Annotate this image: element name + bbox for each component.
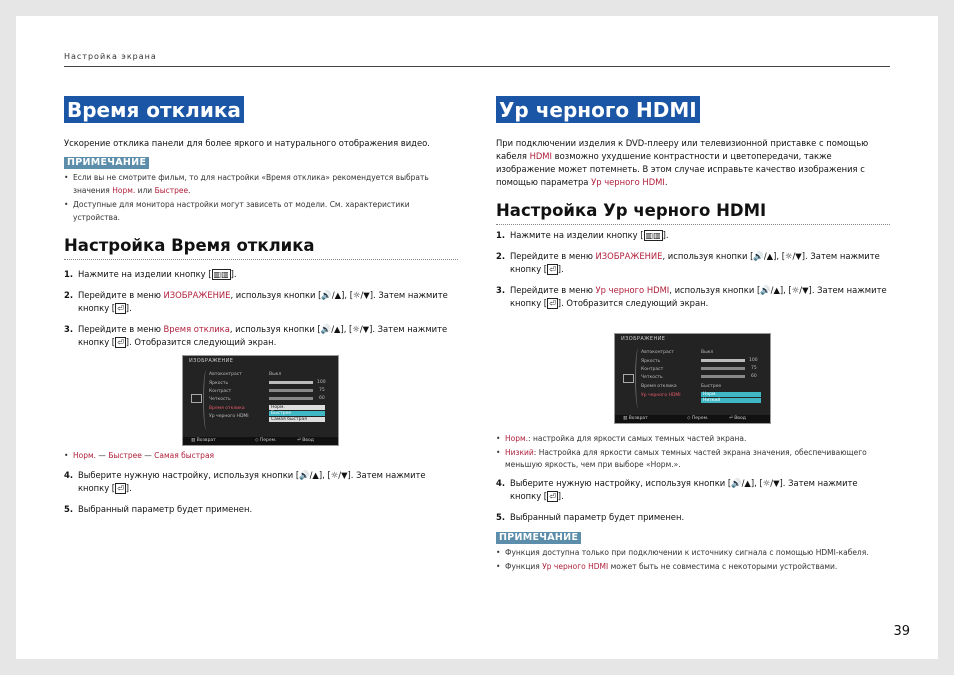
right-step-3: 3. Перейдите в меню Ур черного HDMI, используя кнопки [🔊/▲], [☼/▼]. Затем нажмите кнопку [ ⏎ ]. Отобразится следующий экран. bbox=[496, 284, 887, 308]
picture-icon bbox=[191, 394, 202, 403]
menu-button-icon: ▥▥ bbox=[213, 270, 229, 279]
manual-page bbox=[16, 16, 938, 659]
left-step-2: 2. Перейдите в меню ИЗОБРАЖЕНИЕ, используя кнопки [🔊/▲], [☼/▼]. Затем нажмите кнопку [ ⏎ ]. bbox=[64, 289, 448, 313]
right-note-2: • Функция Ур черного HDMI может быть не совместима с некоторыми устройствами. bbox=[496, 561, 890, 574]
right-bullet-1: • Норм.: настройка для яркости самых темных частей экрана. bbox=[496, 433, 890, 446]
right-bullet-2: • Низкий: Настройка для яркости самых темных частей экрана значения, обеспечивающего меньшую яркость, чем при выборе «Норм.». bbox=[496, 447, 890, 472]
note-badge: ПРИМЕЧАНИЕ bbox=[496, 532, 581, 544]
enter-button-icon: ⏎ bbox=[117, 484, 124, 493]
note-badge: ПРИМЕЧАНИЕ bbox=[64, 157, 149, 169]
right-step-5: 5. Выбранный параметр будет применен. bbox=[496, 511, 685, 522]
left-step-3: 3. Перейдите в меню Время отклика, используя кнопки [🔊/▲], [☼/▼]. Затем нажмите кнопку [ ⏎ ]. Отобразится следующий экран. bbox=[64, 323, 448, 347]
left-note-2: • Доступные для монитора настройки могут зависеть от модели. См. характеристики устройства. bbox=[64, 199, 458, 224]
right-step-2: 2. Перейдите в меню ИЗОБРАЖЕНИЕ, используя кнопки [🔊/▲], [☼/▼]. Затем нажмите кнопку [ ⏎ ]. bbox=[496, 250, 880, 274]
right-note-1: • Функция доступна только при подключении к источнику сигнала с помощью HDMI-кабеля. bbox=[496, 547, 890, 560]
picture-icon bbox=[623, 374, 634, 383]
right-column-bottom bbox=[496, 433, 890, 573]
enter-button-icon: ⏎ bbox=[549, 265, 556, 274]
right-step-4: 4. Выберите нужную настройку, используя кнопки [🔊/▲], [☼/▼]. Затем нажмите кнопку [ ⏎ ]. bbox=[496, 477, 858, 501]
enter-button-icon: ⏎ bbox=[117, 304, 124, 313]
page-number: 39 bbox=[893, 624, 910, 639]
menu-button-icon: ▥▥ bbox=[645, 231, 661, 240]
left-column-bottom bbox=[64, 450, 458, 516]
left-step-4: 4. Выберите нужную настройку, используя кнопки [🔊/▲], [☼/▼]. Затем нажмите кнопку [ ⏎ ]. bbox=[64, 469, 426, 493]
right-subtitle: Настройка Ур черного HDMI bbox=[496, 201, 890, 225]
section-header: Настройка экрана bbox=[64, 52, 157, 61]
right-title: Ур черного HDMI bbox=[496, 96, 700, 123]
left-column bbox=[64, 96, 458, 350]
left-note-1: • Если вы не смотрите фильм, то для настройки «Время отклика» рекомендуется выбрать значения Норм. или Быстрее. bbox=[64, 172, 458, 197]
left-subtitle: Настройка Время отклика bbox=[64, 236, 458, 260]
left-options: • Норм. — Быстрее — Самая быстрая bbox=[64, 450, 458, 463]
right-column bbox=[496, 96, 890, 311]
left-step-5: 5. Выбранный параметр будет применен. bbox=[64, 503, 253, 514]
osd-screen-response: ИЗОБРАЖЕНИЕ Автоконтраст Выкл Яркость 100 Контраст 75 Четкость 60 Время отклика Ур черного HDMI Норм. Быстрее Самая быстрая ▥ Возврат ◇ Перем. ⏎ Ввод bbox=[182, 355, 339, 446]
left-step-1: 1. Нажмите на изделии кнопку [ ▥▥ ]. bbox=[64, 269, 237, 279]
header-divider bbox=[64, 66, 890, 67]
osd-screen-hdmi: ИЗОБРАЖЕНИЕ Автоконтраст Выкл Яркость 100 Контраст 75 Четкость 60 Время отклика Быстрее Ур черного HDMI Норм. Низкий ▥ Возврат ◇ Перем. ⏎ Ввод bbox=[614, 333, 771, 424]
left-intro: Ускорение отклика панели для более яркого и натурального отображения видео. bbox=[64, 138, 430, 148]
enter-button-icon: ⏎ bbox=[549, 492, 556, 501]
enter-button-icon: ⏎ bbox=[117, 338, 124, 347]
right-intro: При подключении изделия к DVD-плееру или телевизионной приставке с помощью кабеля HDMI возможно ухудшение контрастности и цветопередачи, также изображение может потемнеть. В этом случае исправьте качество изображения с помощью параметра Ур черного HDMI. bbox=[496, 138, 869, 187]
enter-button-icon: ⏎ bbox=[549, 299, 556, 308]
left-title: Время отклика bbox=[64, 96, 244, 123]
right-step-1: 1. Нажмите на изделии кнопку [ ▥▥ ]. bbox=[496, 230, 669, 240]
